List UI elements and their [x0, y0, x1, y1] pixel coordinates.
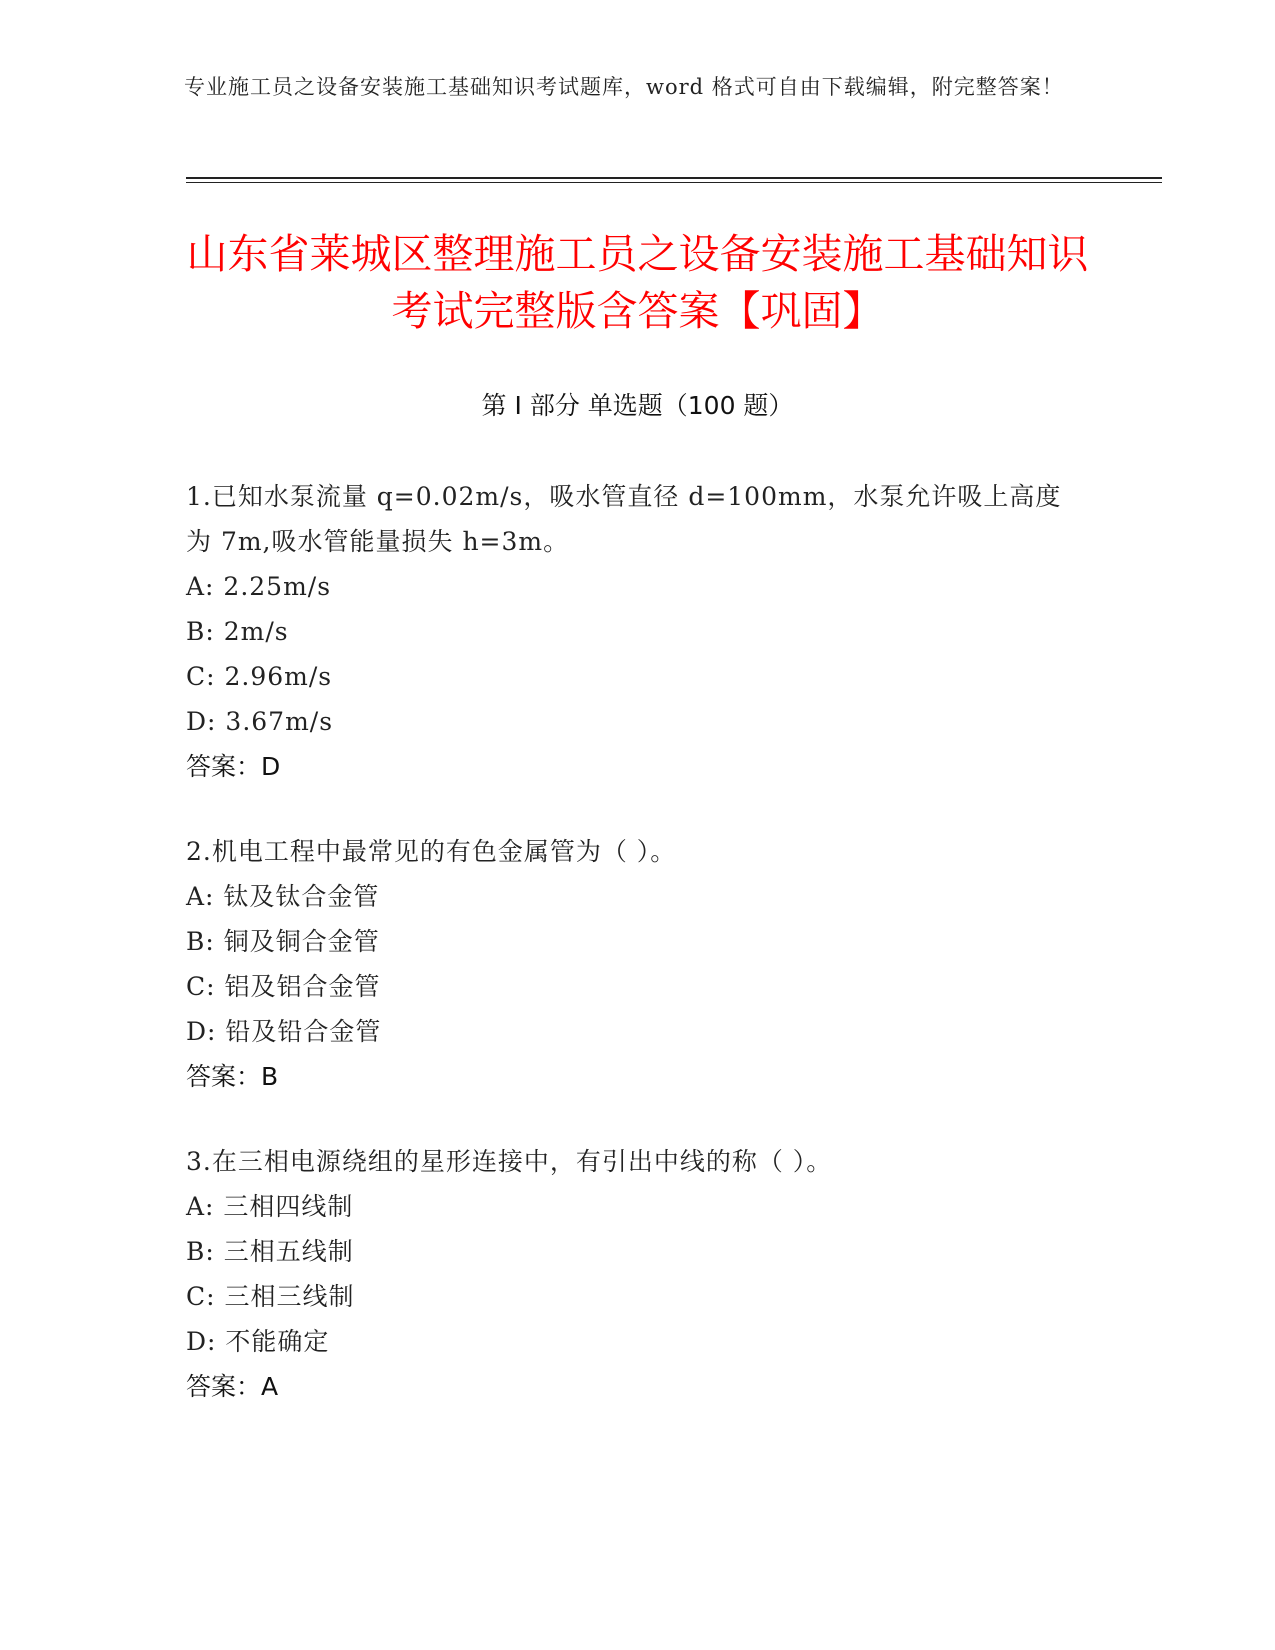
header-note: 专业施工员之设备安装施工基础知识考试题库，word 格式可自由下载编辑，附完整答案！	[184, 75, 1064, 99]
option-c: C: 2.96m/s	[186, 662, 333, 691]
question-item	[186, 474, 1086, 789]
answer-line: 答案：A	[186, 1372, 279, 1401]
option-d: D: 铅及铅合金管	[186, 1017, 382, 1046]
question-item	[186, 1139, 1086, 1409]
option-a: A: 2.25m/s	[186, 572, 332, 601]
header-rule-thick	[186, 177, 1162, 179]
option-d: D: 3.67m/s	[186, 707, 334, 736]
option-b: B: 2m/s	[186, 617, 289, 646]
document-title: 山东省莱城区整理施工员之设备安装施工基础知识考试完整版含答案【巩固】	[186, 230, 1089, 335]
answer-line: 答案：D	[186, 752, 281, 781]
question-stem: 3.在三相电源绕组的星形连接中，有引出中线的称（ ）。	[186, 1147, 833, 1176]
question-stem: 2.机电工程中最常见的有色金属管为（ ）。	[186, 837, 677, 866]
question-stem: 1.已知水泵流量 q=0.02m/s，吸水管直径 d=100mm，水泵允许吸上高度为 7m,吸水管能量损失 h=3m。	[186, 482, 1062, 556]
question-item	[186, 829, 1086, 1099]
option-a: A: 三相四线制	[186, 1192, 354, 1221]
option-c: C: 铝及铝合金管	[186, 972, 381, 1001]
option-d: D: 不能确定	[186, 1327, 330, 1356]
header-rule-thin	[186, 182, 1162, 183]
option-b: B: 三相五线制	[186, 1237, 354, 1266]
section-heading: 第 I 部分 单选题（100 题）	[481, 391, 794, 420]
option-b: B: 铜及铜合金管	[186, 927, 380, 956]
option-c: C: 三相三线制	[186, 1282, 355, 1311]
option-a: A: 钛及钛合金管	[186, 882, 380, 911]
answer-line: 答案：B	[186, 1062, 279, 1091]
question-list	[186, 474, 1086, 1449]
